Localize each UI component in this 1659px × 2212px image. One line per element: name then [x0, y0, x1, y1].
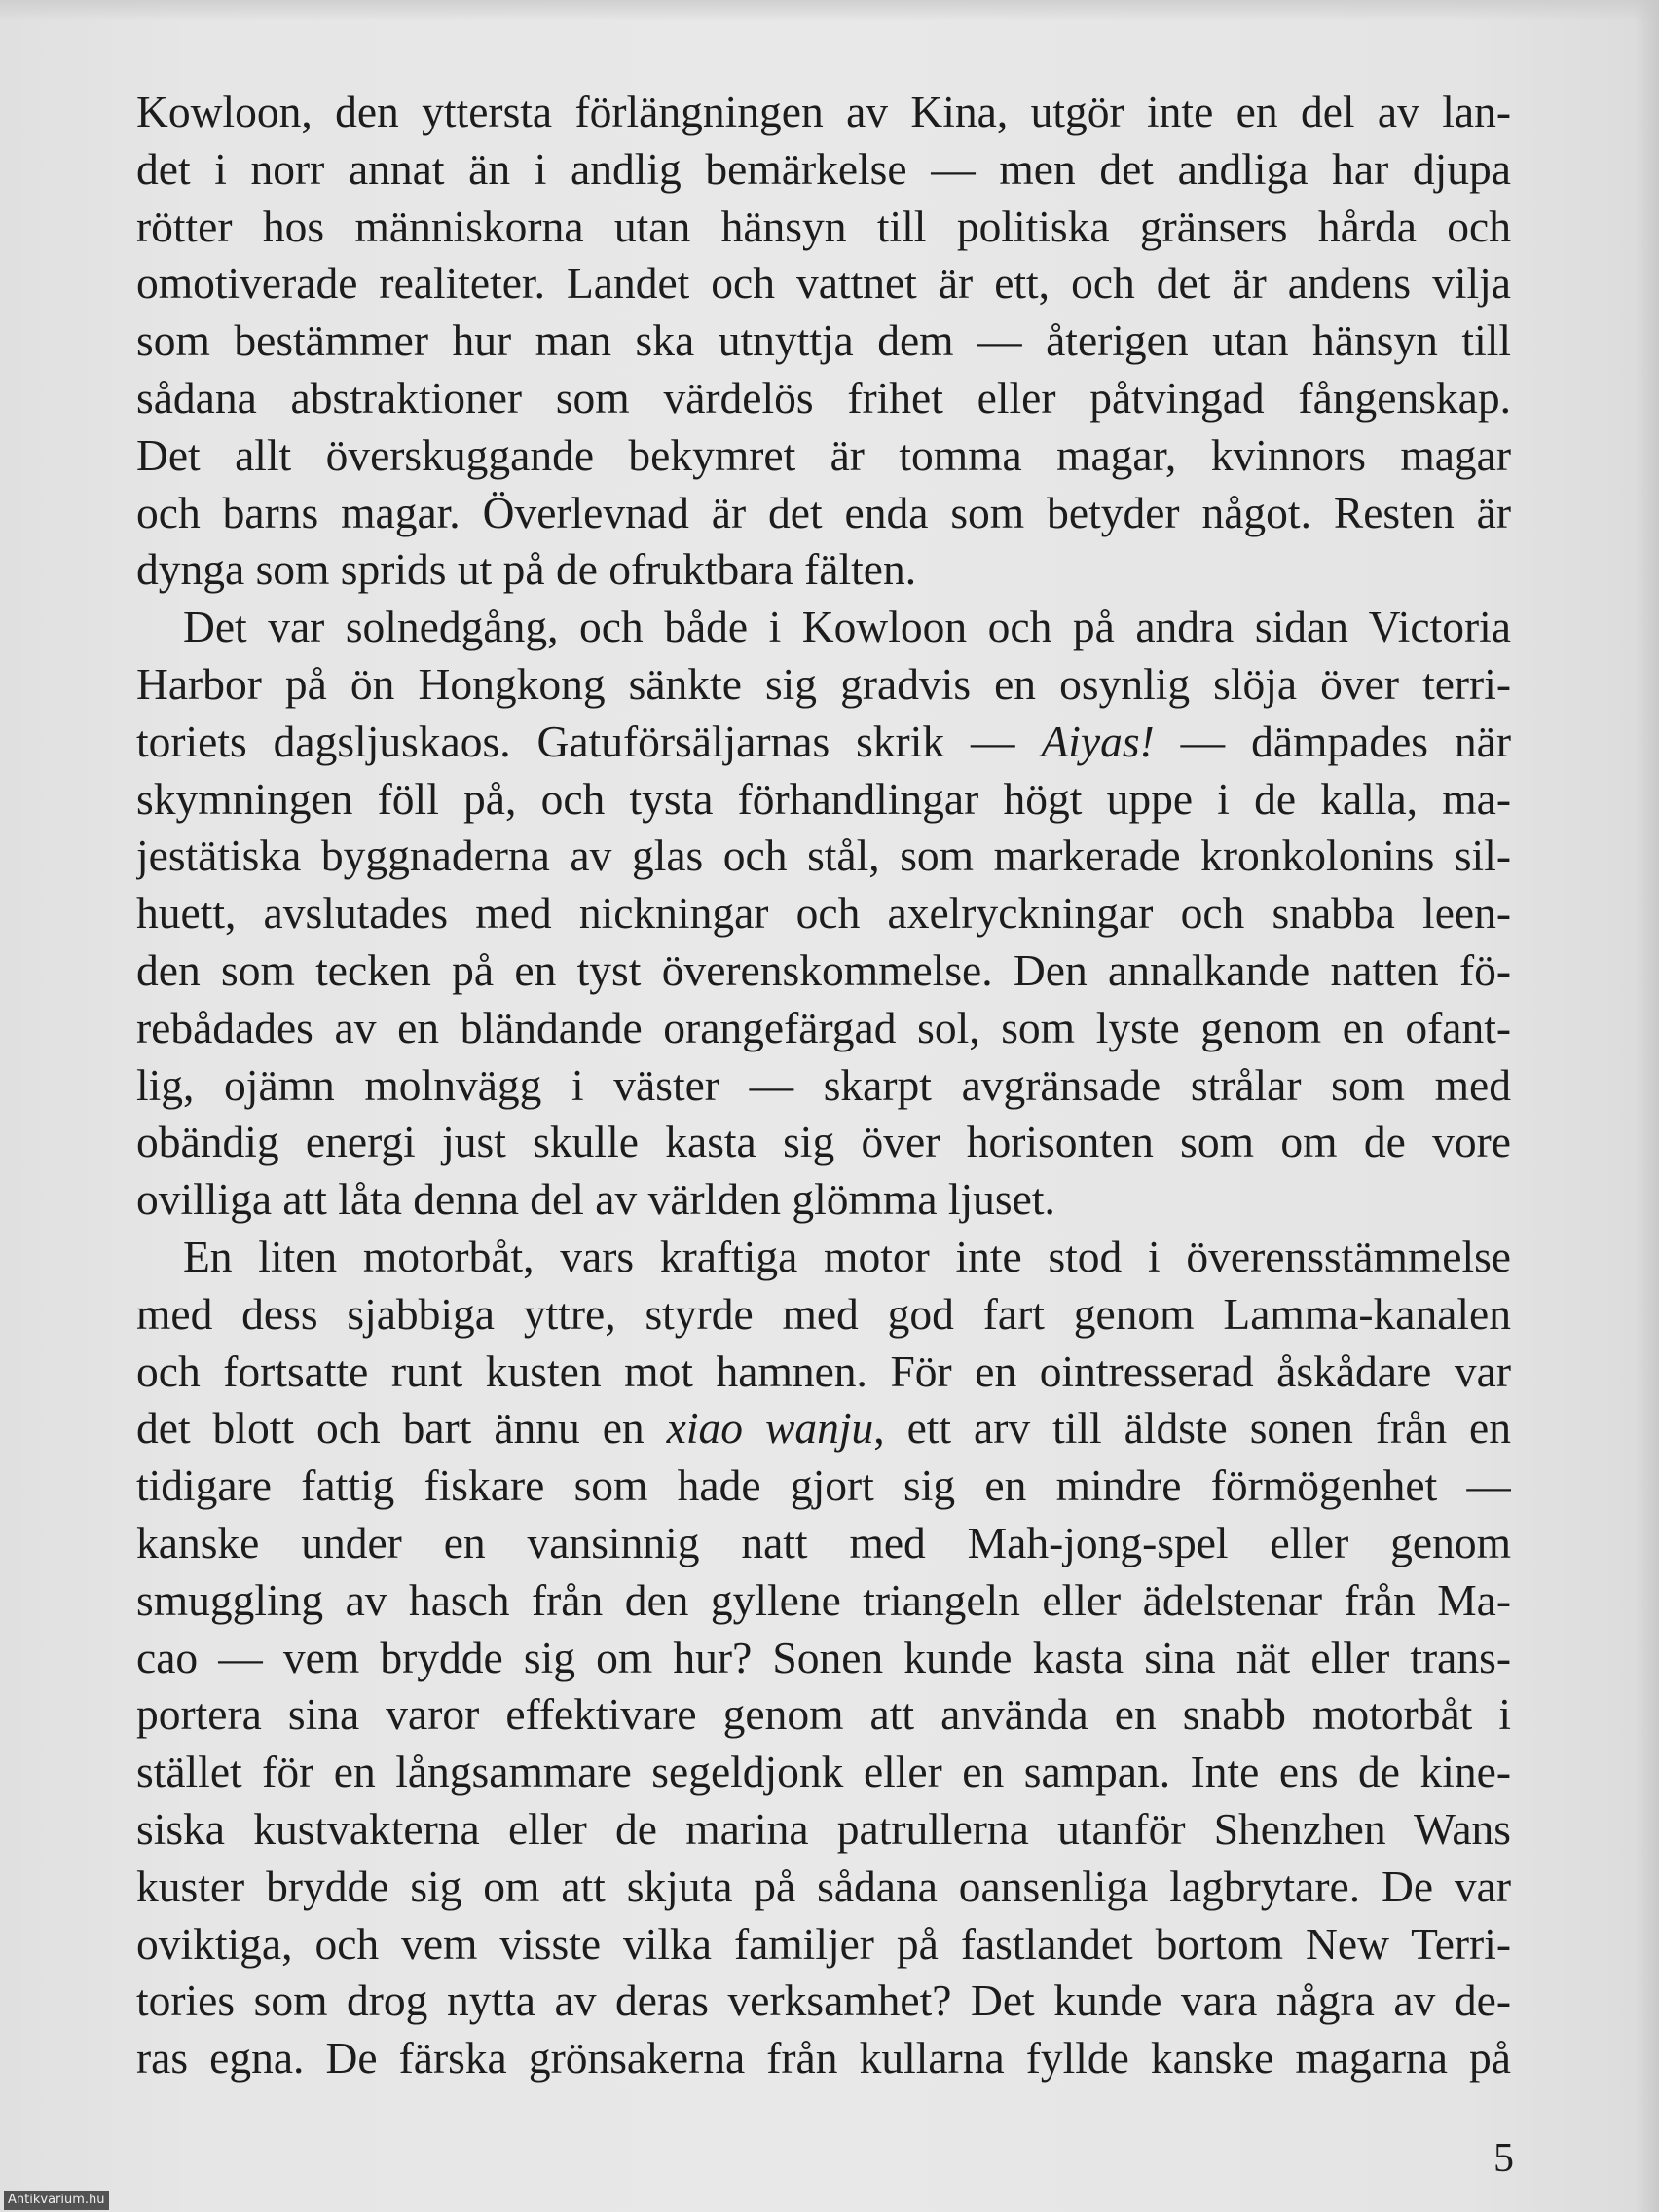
- text-line-with-italic: [136, 1400, 1511, 1457]
- text-line: Kowloon, den yttersta förlängningen av Kina, utgör inte en del av lan-: [136, 87, 1511, 136]
- page-shadow-right: [1634, 0, 1659, 2212]
- text-line: rötter hos människorna utan hänsyn till politiska gränsers hårda och: [136, 201, 1511, 251]
- text-segment: det blott och bart ännu en: [136, 1403, 645, 1454]
- text-line: Det allt överskuggande bekymret är tomma magar, kvinnors magar: [136, 429, 1511, 480]
- text-line: det i norr annat än i andlig bemärkelse — men det andliga har djupa: [136, 143, 1511, 194]
- text-line: Det var solnedgång, och både i Kowloon och på andra sidan Victoria: [183, 602, 1511, 652]
- text-line: stället för en långsammare segeldjonk eller en sampan. Inte ens de kine-: [136, 1747, 1511, 1797]
- text-line: obändig energi just skulle kasta sig över horisonten som om de vore: [136, 1117, 1511, 1167]
- text-line: omotiverade realiteter. Landet och vattnet är ett, och det är andens vilja: [136, 258, 1511, 309]
- text-line: kuster brydde sig om att skjuta på sådana oansenliga lagbrytare. De var: [136, 1861, 1511, 1911]
- italic-term: Aiyas!: [1041, 716, 1155, 766]
- text-line: och barns magar. Överlevnad är det enda som betyder något. Resten är: [136, 487, 1511, 537]
- text-line-with-italic: [136, 714, 1511, 771]
- text-line: och fortsatte runt kusten mot hamnen. För en ointresserad åskådare var: [136, 1346, 1511, 1396]
- text-line: rebådades av en bländande orangefärgad sol, som lyste genom en ofant-: [136, 1002, 1511, 1052]
- page-number: 5: [1493, 2136, 1514, 2181]
- text-line: ovilliga att låta denna del av världen glömma ljuset.: [136, 1174, 1055, 1225]
- italic-term: xiao wanju: [666, 1403, 874, 1454]
- page-shadow-top: [0, 0, 1659, 21]
- text-line: den som tecken på en tyst överenskommelse. Den annalkande natten fö-: [136, 944, 1511, 995]
- text-line: smuggling av hasch från den gyllene triangeln eller ädelstenar från Ma-: [136, 1574, 1511, 1625]
- body-text: [136, 84, 1511, 2087]
- text-line: jestätiska byggnaderna av glas och stål, som markerade kronkolonins sil-: [136, 830, 1511, 881]
- text-segment: — dämpades när: [1180, 716, 1511, 766]
- text-line: huett, avslutades med nickningar och axelryckningar och snabba leen-: [136, 888, 1511, 939]
- text-line: lig, ojämn molnvägg i väster — skarpt avgränsade strålar som med: [136, 1059, 1511, 1110]
- text-line: siska kustvakterna eller de marina patrullerna utanför Shenzhen Wans: [136, 1803, 1511, 1854]
- text-segment: toriets dagsljuskaos. Gatuförsäljarnas skrik —: [136, 716, 1015, 766]
- text-line: ras egna. De färska grönsakerna från kullarna fyllde kanske magarna på: [136, 2033, 1511, 2083]
- text-line: som bestämmer hur man ska utnyttja dem — återigen utan hänsyn till: [136, 315, 1511, 366]
- text-segment: , ett arv till äldste sonen från en: [873, 1403, 1511, 1454]
- text-line: skymningen föll på, och tysta förhandlingar högt uppe i de kalla, ma-: [136, 773, 1511, 824]
- text-line: dynga som sprids ut på de ofruktbara fälten.: [136, 544, 917, 595]
- watermark: Antikvarium.hu: [4, 2191, 109, 2210]
- text-line: kanske under en vansinnig natt med Mah-jong-spel eller genom: [136, 1517, 1511, 1567]
- text-line: tidigare fattig fiskare som hade gjort sig en mindre förmögenhet —: [136, 1460, 1511, 1511]
- text-line: En liten motorbåt, vars kraftiga motor inte stod i överensstämmelse: [183, 1231, 1511, 1281]
- text-line: tories som drog nytta av deras verksamhet? Det kunde vara några av de-: [136, 1975, 1511, 2026]
- text-line: portera sina varor effektivare genom att använda en snabb motorbåt i: [136, 1689, 1511, 1740]
- text-line: Harbor på ön Hongkong sänkte sig gradvis en osynlig slöja över terri-: [136, 658, 1511, 709]
- text-line: sådana abstraktioner som värdelös frihet eller påtvingad fångenskap.: [136, 372, 1511, 423]
- text-line: med dess sjabbiga yttre, styrde med god fart genom Lamma-kanalen: [136, 1288, 1511, 1339]
- text-line: oviktiga, och vem visste vilka familjer på fastlandet bortom New Terri-: [136, 1918, 1511, 1969]
- text-line: cao — vem brydde sig om hur? Sonen kunde kasta sina nät eller trans-: [136, 1632, 1511, 1682]
